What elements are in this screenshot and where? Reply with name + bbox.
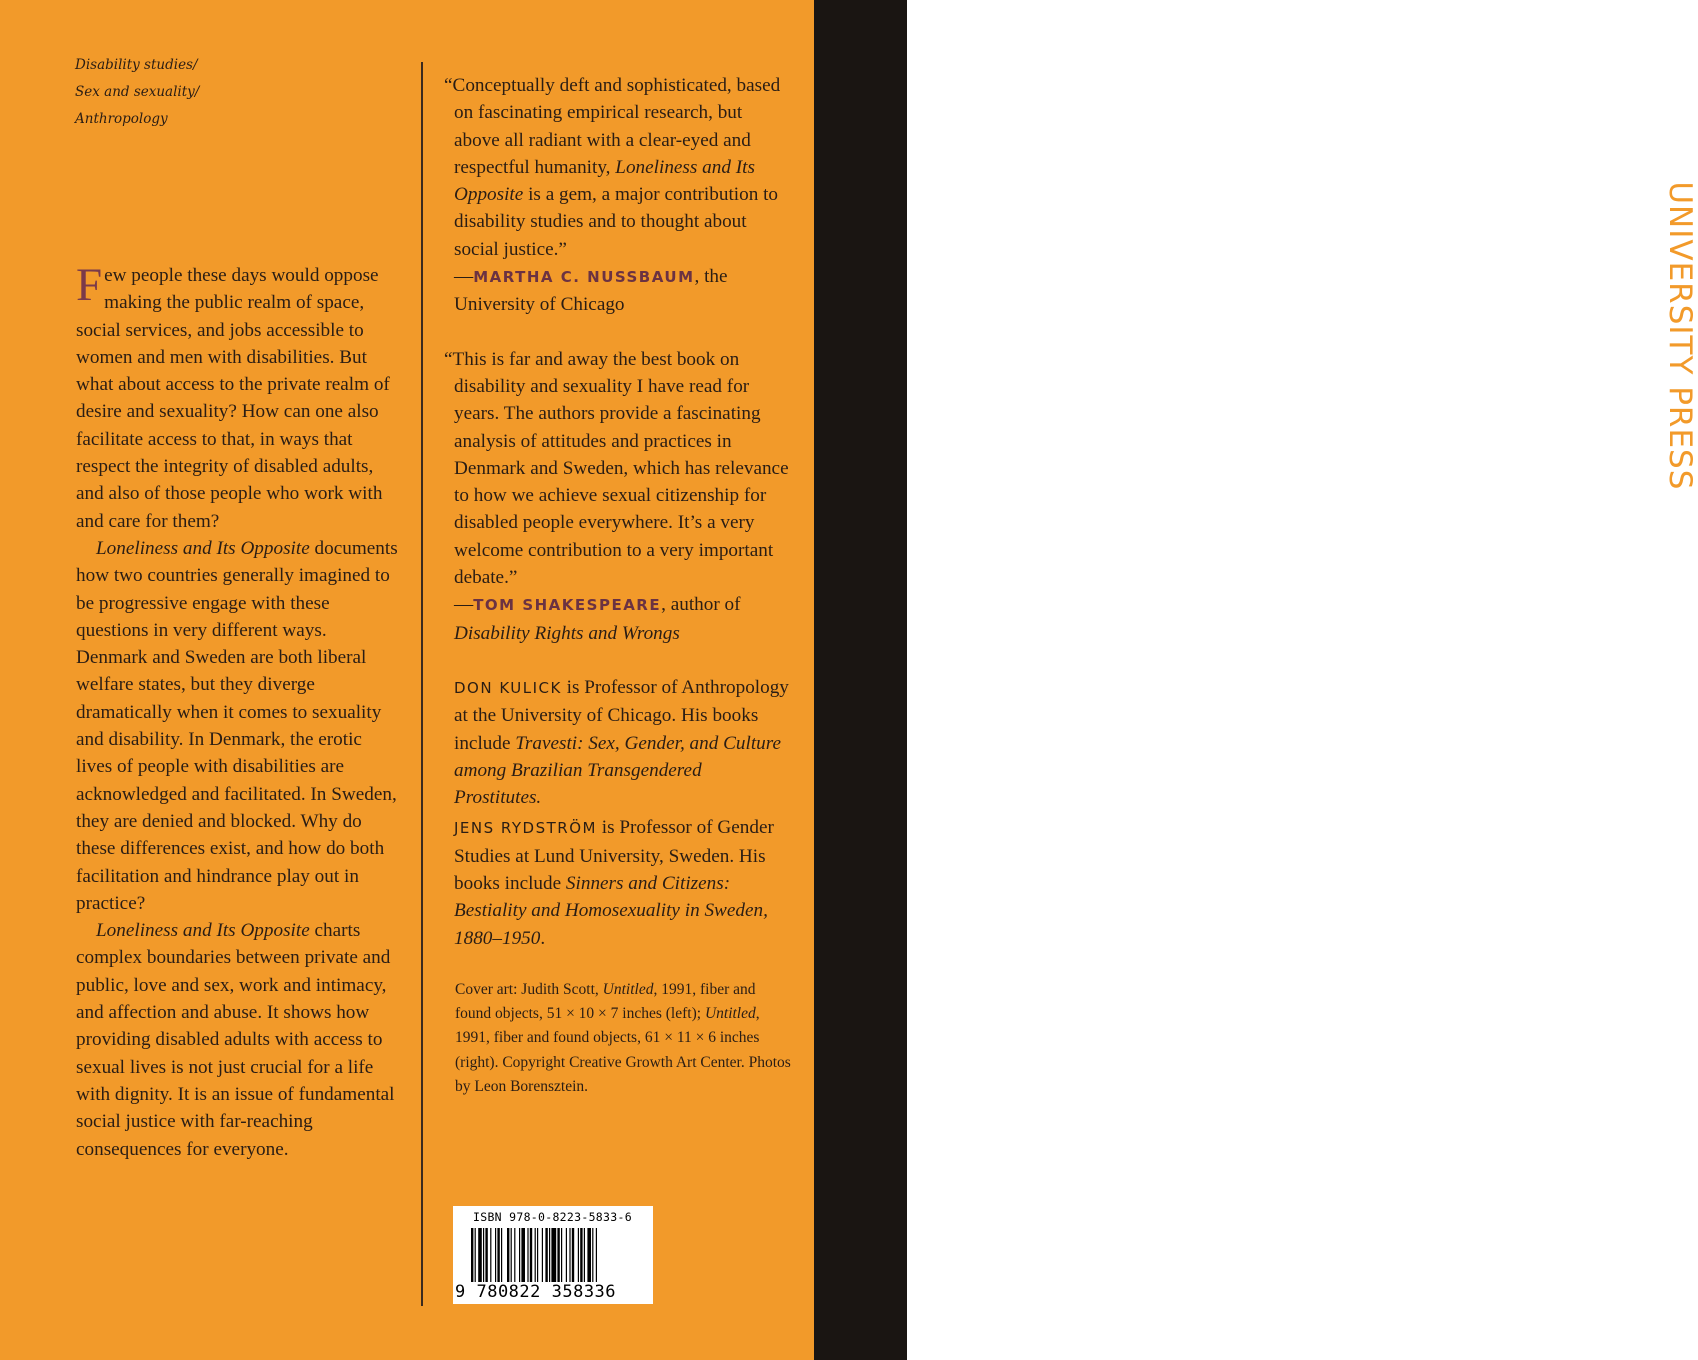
- spine: [814, 0, 1698, 1360]
- endorsement-attribution: —TOM SHAKESPEARE, author of Disability Rights and Wrongs: [454, 594, 741, 644]
- author-bio: DON KULICK is Professor of Anthropology at the University of Chicago. His books include Travesti: Sex, Gender, and Culture among Brazilian Transgendered Prostitutes.: [454, 676, 789, 809]
- barcode-bar: [501, 1228, 502, 1282]
- book-title: Loneliness and Its Opposite: [96, 537, 310, 559]
- barcode-bar: [561, 1228, 562, 1282]
- book-title: Sinners and Citizens: Bestiality and Homosexuality in Sweden, 1880–1950: [454, 873, 768, 949]
- barcode-bar: [485, 1228, 487, 1282]
- barcode-bars: [471, 1228, 635, 1282]
- barcode-bar: [557, 1228, 559, 1282]
- description-paragraph: Loneliness and Its Opposite documents how two countries generally imagined to be progressive engage with these questions in very different ways. Denmark and Sweden are both liberal welfare states, but they diverge dramatically when it comes to sexuality and disability. In Denmark, the erotic lives of people with disabilities are acknowledged and facilitated. In Sweden, they are denied and blocked. Why do these differences exist, and how do both facilitation and hindrance play out in practice?: [76, 537, 398, 914]
- barcode-bar: [537, 1228, 538, 1282]
- cover-art-credit: Cover art: Judith Scott, Untitled, 1991, fiber and found objects, 51 × 10 × 7 inches (left); Untitled, 1991, fiber and found objects, 61 × 11 × 6 inches (right). Copyright Creative Growth Art Center. Photos by Leon Borensztein.: [455, 981, 791, 1095]
- subject-line: Anthropology: [75, 111, 168, 127]
- book-title: Loneliness and Its Opposite: [454, 156, 755, 206]
- publisher-name: DUKE UNIVERSITY PRESS: [1662, 80, 1698, 491]
- barcode-bar: [475, 1228, 476, 1282]
- book-title: Disability Rights and Wrongs: [454, 622, 680, 644]
- barcode-bar: [584, 1228, 585, 1282]
- barcode-bar: [566, 1228, 567, 1282]
- author-bio: JENS RYDSTRÖM is Professor of Gender Studies at Lund University, Sweden. His books include Sinners and Citizens: Bestiality and Homosexuality in Sweden, 1880–1950.: [454, 817, 774, 949]
- publisher-url[interactable]: WWW.DUKEUPRESS.EDU: [1650, 505, 1665, 696]
- drop-cap: F: [76, 259, 103, 311]
- subject-line: Disability studies/: [75, 57, 198, 73]
- endorsements-column: [444, 72, 789, 955]
- barcode-bar: [549, 1228, 550, 1282]
- barcode-bar: [551, 1228, 556, 1282]
- barcode-bar: [527, 1228, 528, 1282]
- barcode-bar: [542, 1228, 543, 1282]
- barcode-bar: [578, 1228, 579, 1282]
- description-paragraph: Loneliness and Its Opposite charts complex boundaries between private and public, love and sex, work and intimacy, and affection and abuse. It shows how providing disabled adults with access to sexual lives is not just crucial for a life with dignity. It is an issue of fundamental social justice with far-reaching consequences for everyone.: [76, 920, 395, 1160]
- barcode-digits: 9 780822 358336: [455, 1282, 617, 1302]
- barcode-bar: [592, 1228, 593, 1282]
- barcode-bar: [507, 1228, 509, 1282]
- column-divider: [421, 62, 423, 1306]
- description-paragraph: Few people these days would oppose making the public realm of space, social services, and jobs accessible to women and men with disabilities. But what about access to the private realm of desire and sexuality? How can one also facilitate access to that, in ways that respect the integrity of disabled adults, and also of those people who work with and care for them?: [76, 259, 390, 532]
- barcode-bar: [569, 1228, 570, 1282]
- author-name: JENS RYDSTRÖM: [454, 819, 597, 838]
- book-title: Travesti: Sex, Gender, and Culture among Brazilian Transgendered Prostitutes.: [454, 732, 782, 809]
- barcode-bar: [545, 1228, 547, 1282]
- barcode-bar: [521, 1228, 525, 1282]
- endorsement-quote: “Conceptually deft and sophisticated, based on fascinating empirical research, but above all radiant with a clear-eyed and respectful humanity, Loneliness and Its Opposite is a gem, a major contribution to disability studies and to thought about social justice.” —MARTHA C. NUSSBAUM, the University of Chicago: [454, 72, 789, 319]
- barcode-bar: [587, 1228, 591, 1282]
- endorser-name: MARTHA C. NUSSBAUM: [473, 268, 695, 287]
- barcode-bar: [495, 1228, 496, 1282]
- barcode-bar: [514, 1228, 515, 1282]
- barcode-bar: [535, 1228, 536, 1282]
- book-title: Loneliness and Its Opposite: [96, 920, 310, 942]
- barcode-bar: [572, 1228, 574, 1282]
- barcode-bar: [530, 1228, 532, 1282]
- barcode-bar: [478, 1228, 482, 1282]
- isbn-barcode: [453, 1206, 653, 1304]
- barcode-bar: [519, 1228, 520, 1282]
- endorser-name: TOM SHAKESPEARE: [473, 596, 662, 615]
- subject-line: Sex and sexuality/: [75, 84, 200, 100]
- barcode-bar: [490, 1228, 491, 1282]
- author-name: DON KULICK: [454, 678, 562, 697]
- barcode-bar: [511, 1228, 512, 1282]
- subject-categories: [75, 52, 199, 133]
- endorsement-attribution: —MARTHA C. NUSSBAUM, the University of Chicago: [454, 266, 728, 316]
- barcode-bar: [596, 1228, 597, 1282]
- isbn-label: ISBN 978-0-8223-5833-6: [473, 1210, 632, 1224]
- barcode-bar: [483, 1228, 484, 1282]
- barcode-bar: [497, 1228, 499, 1282]
- barcode-bar: [580, 1228, 582, 1282]
- book-description: [76, 259, 401, 1163]
- barcode-bar: [471, 1228, 473, 1282]
- endorsement-quote: “This is far and away the best book on disability and sexuality I have read for years. The authors provide a fascinating analysis of attitudes and practices in Denmark and Sweden, which has relevance to how we achieve sexual citizenship for disabled people everywhere. It’s a very welcome contribution to a very important debate.” —TOM SHAKESPEARE, author of Disability Rights and Wrongs: [454, 346, 789, 647]
- author-bios: [454, 674, 789, 952]
